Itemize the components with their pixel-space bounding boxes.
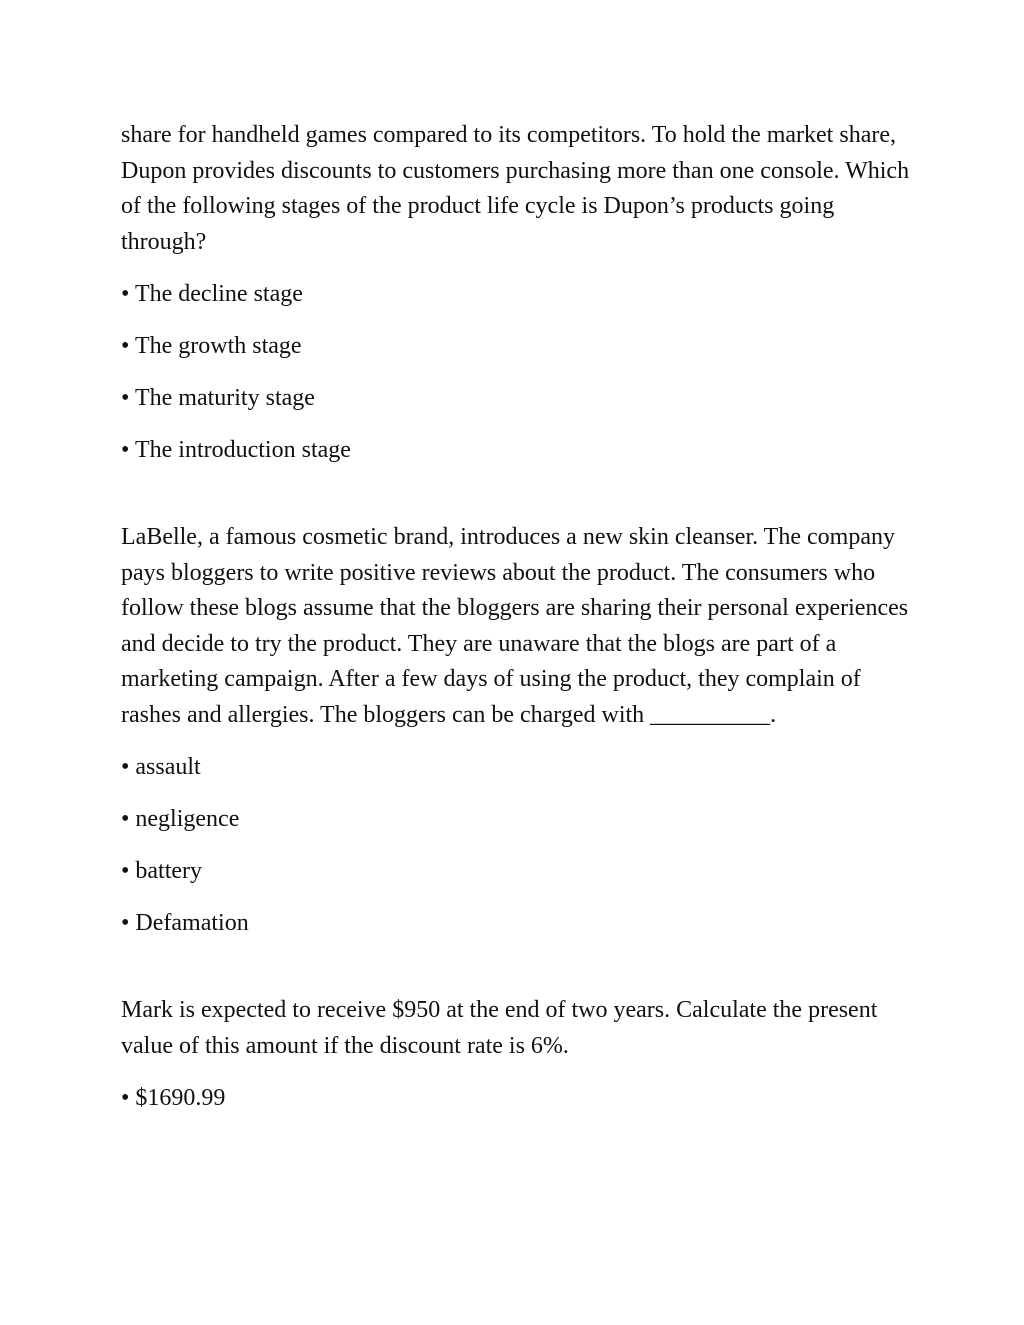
answer-option: • negligence: [121, 806, 240, 832]
answer-option: • $1690.99: [121, 1085, 226, 1111]
document-page: [121, 118, 921, 1116]
answer-option: • The introduction stage: [121, 437, 351, 463]
question-dupon: [121, 118, 921, 468]
answer-option: • The decline stage: [121, 281, 303, 307]
question-text: LaBelle, a famous cosmetic brand, introduces a new skin cleanser. The company pays bloggers to write positive reviews about the product. The consumers who follow these blogs assume that the bloggers are sharing their personal experiences and decide to try the product. They are unaware that the blogs are part of a marketing campaign. After a few days of using the product, they complain of rashes and allergies. The bloggers can be charged with __________.: [121, 524, 909, 728]
question-labelle: [121, 520, 921, 941]
question-text: share for handheld games compared to its competitors. To hold the market share, Dupon provides discounts to customers purchasing more than one console. Which of the following stages of the product life cycle is Dupon’s products going through?: [121, 122, 910, 255]
answer-option: • assault: [121, 754, 201, 780]
answer-options: [121, 277, 921, 468]
answer-option: • The maturity stage: [121, 385, 315, 411]
answer-option: • battery: [121, 858, 203, 884]
answer-options: [121, 1081, 921, 1116]
answer-options: [121, 750, 921, 941]
answer-option: • Defamation: [121, 910, 249, 936]
question-present-value: [121, 993, 921, 1116]
question-text: Mark is expected to receive $950 at the end of two years. Calculate the present value of this amount if the discount rate is 6%.: [121, 997, 878, 1059]
answer-option: • The growth stage: [121, 333, 302, 359]
